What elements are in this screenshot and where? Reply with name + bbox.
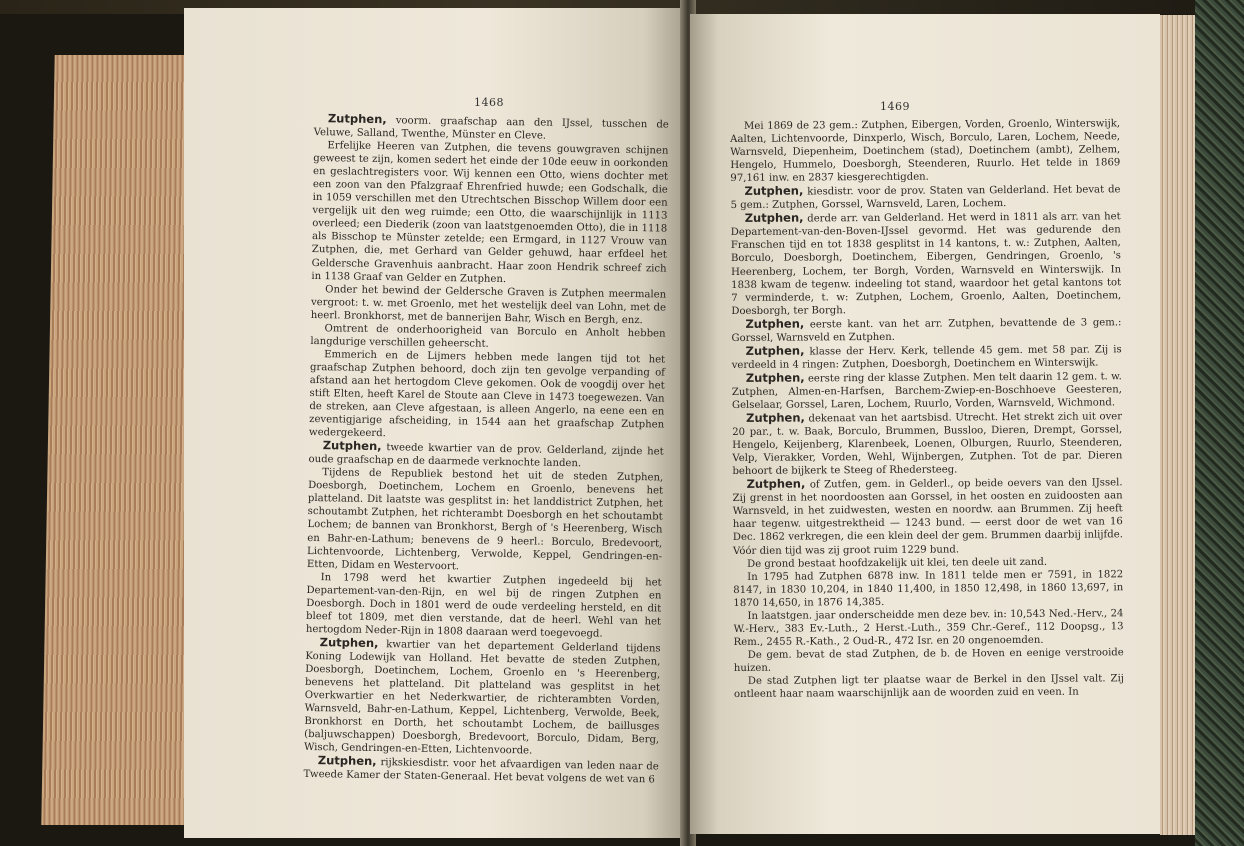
paragraph-text: derde arr. van Gelderland. Het werd in 1811 als arr. van het Departement-van-den-Boven-IJssel gevormd. Het was gedurende den Franschen tijd en tot 1838 gesplitst in 14 kantons, t. w.: Zutphen, Aalten, Borculo, Doesborgh, Doetinchem, Eibergen, Gendringen, Groenlo, 's Heerenberg, Lochem, ter Borgh, Vorden, Warnsveld en Winterswijk. In 1838 kwam de tegenw. indeeling tot stand, waardoor het getal kantons tot 7 verminderde, t. w: Zutphen, Lochem, Groenlo, Aalten, Doetinchem, Doesborgh, ter Borgh. <box>730 211 1122 317</box>
paragraph-text: Emmerich en de Lijmers hebben mede langen tijd tot het graafschap Zutphen behoord, doch zijn ten gevolge verpanding of afstand aan het hertogdom Cleve gekomen. Ook de voogdij over het stift Elten, heeft Karel de Stoute aan Cleve in 1473 toegewezen. Van de streken, aan Cleve afgestaan, is alleen Angerlo, na eene een en zeventigjarige afscheiding, in 1544 aan het graafschap Zutphen wedergekeerd. <box>308 349 666 440</box>
entry-paragraph <box>732 342 1122 372</box>
page-edges-left <box>41 55 204 825</box>
paragraph-text: Omtrent de onderhoorigheid van Borculo en Anholt hebben langdurige verschillen geheerscht. <box>310 322 666 350</box>
paragraph-text: kwartier van het departement Gelderland tijdens Koning Lodewijk van Holland. Het bevatte de steden Zutphen, Doesborgh, Doetinchem, Lochem, Groenlo en 's Heerenberg, benevens het platteland. Dit platteland was gesplitst in het Overkwartier en het Nederkwartier, de richterambten Vorden, Warnsveld, Bahr-en-Lathum, Keppel, Lichtenberg, Verwolde, Beek, Bronkhorst en Dorth, het schoutambt Lochem, de baillusges (baljuwschappen) Doesborgh, Bredevoort, Borculo, Didam, Berg, Wisch, Gendringen-en-Etten, Lichtenvoorde. <box>303 638 661 757</box>
paragraph-text: Erfelijke Heeren van Zutphen, die tevens gouwgraven schijnen geweest te zijn, komen sedert het einde der 10de eeuw in oorkonden en geslachtregisters voor. Wij kennen een Otto, wiens dochter met een zoon van den Pfalzgraaf Ehrenfried huwde; een Godschalk, die in 1059 verschillen met den Utrechtschen Bisschop Willem door een vergelijk uit den weg ruimde; een Otto, die waarschijnlijk in 1113 overleed; een Diederik (zoon van laatstgenoemden Otto), die in 1118 als Bisschop te Münster zetelde; een Ermgard, in 1127 Vrouw van Zutphen, die, met Gerhard van Gelder gehuwd, haar erfdeel het Geldersche Gravenhuis aanbracht. Haar zoon Hendrik schreef zich in 1138 Graaf van Gelder en Zutphen. <box>311 140 669 285</box>
paragraph-text: De grond bestaat hoofdzakelijk uit klei, ten deele uit zand. <box>747 556 1048 570</box>
paragraph-text: dekenaat van het aartsbisd. Utrecht. Het strekt zich uit over 20 par., t. w. Baak, Borculo, Brummen, Bussloo, Dieren, Drempt, Gorssel, Hengelo, Keijenberg, Klarenbeek, Loenen, Olburgen, Ruurlo, Steenderen, Velp, Vierakker, Vorden, Wehl, Wijnbergen, Zutphen. Tot de par. Dieren behoort de bijkerk te Steeg of Rhedersteeg. <box>732 411 1123 478</box>
entry-headword: Zutphen, <box>327 111 387 127</box>
entry-paragraph <box>731 315 1121 345</box>
text-paragraph <box>734 672 1124 701</box>
entry-headword: Zutphen, <box>317 753 377 769</box>
text-paragraph <box>311 283 667 328</box>
entry-paragraph <box>730 183 1120 213</box>
text-paragraph <box>311 139 668 288</box>
entry-paragraph <box>732 369 1122 412</box>
entry-headword: Zutphen, <box>744 210 804 226</box>
text-paragraph <box>734 646 1124 675</box>
paragraph-text: De stad Zutphen ligt ter plaatse waar de Berkel in den IJssel valt. Zij ontleent haar naam waarschijnlijk aan de woorden zuid en veen. In <box>733 673 1124 701</box>
paragraph-text: In 1795 had Zutphen 6878 inw. In 1811 telde men er 7591, in 1822 8147, in 1830 10,204, in 1840 11,400, in 1850 12,498, in 1860 13,697, in 1870 14,650, in 1876 14,385. <box>733 568 1124 609</box>
paragraph-text: eerste kant. van het arr. Zutphen, bevattende de 3 gem.: Gorssel, Warnsveld en Zutphen. <box>731 316 1122 344</box>
left-page <box>184 8 684 838</box>
entry-paragraph <box>731 210 1122 318</box>
entry-headword: Zutphen, <box>746 476 806 492</box>
text-paragraph <box>309 348 665 445</box>
text-paragraph <box>306 571 662 642</box>
entry-headword: Zutphen, <box>322 438 382 454</box>
entry-headword: Zutphen, <box>744 183 804 199</box>
entry-paragraph <box>304 636 661 760</box>
entry-headword: Zutphen, <box>745 343 805 358</box>
paragraph-text: Mei 1869 de 23 gem.: Zutphen, Eibergen, Vorden, Groenlo, Winterswijk, Aalten, Lichtenvoorde, Dinxperlo, Wisch, Borculo, Laren, Lochem, Neede, Warnsveld, Diepenheim, Doetinchem (stad), Doetinchem (ambt), Zelhem, Hengelo, Hummelo, Doesborgh, Steenderen, Ruurlo. Het telde in 1869 97,161 inw. en 2837 kiesgerechtigden. <box>730 118 1121 185</box>
paragraph-text: Onder het bewind der Geldersche Graven is Zutphen meermalen vergroot: t. w. met Groenlo, met het westelijk deel van Lohn, met de heerl. Bronkhorst, met de bannerijen Bahr, Wisch en Bergh, enz. <box>310 283 667 326</box>
left-page-text <box>303 112 668 787</box>
paragraph-text: eerste ring der klasse Zutphen. Men telt daarin 12 gem. t. w. Zutphen, Almen-en-Harfsen, Barchem-Zwiep-en-Boschhoeve Geesteren, Gelselaar, Gorssel, Laren, Lochem, Ruurlo, Vorden, Warnsveld, Wichmond. <box>731 371 1122 411</box>
paragraph-text: rijkskiesdistr. voor het afvaardigen van leden naar de Tweede Kamer der Staten-Generaal. Het bevat volgens de wet van 6 <box>303 757 659 786</box>
text-paragraph <box>733 607 1123 649</box>
paragraph-text: voorm. graafschap aan den IJssel, tusschen de Veluwe, Salland, Twenthe, Münster en Cleve. <box>313 115 669 142</box>
entry-headword: Zutphen, <box>745 370 805 385</box>
paragraph-text: kiesdistr. voor de prov. Staten van Gelderland. Het bevat de 5 gem.: Zutphen, Gorssel, Warnsveld, Laren, Lochem. <box>730 184 1121 212</box>
paragraph-text: Tijdens de Republiek bestond het uit de steden Zutphen, Doesborgh, Doetinchem, Lochem en Groenlo, benevens het platteland. Dit laatste was gesplitst in: het landdistrict Zutphen, het schoutambt Zutphen, het richterambt Doesborgh en het schoutambt Lochem; de bannen van Bronkhorst, Bergh of 's Heerenberg, Wisch en Bahr-en-Lathum; benevens de 9 heerl.: Borculo, Bredevoort, Lichtenvoorde, Lichtenberg, Verwolde, Keppel, Gendringen-en-Etten, Didam en Westervoort. <box>306 467 664 572</box>
paragraph-text: In 1798 werd het kwartier Zutphen ingedeeld bij het Departement-van-den-Rijn, en wel bij de ringen Zutphen en Doesborgh. Doch in 1801 werd de oude verdeeling hersteld, en dit bleef tot 1809, met dien verstande, dat de heerl. Wehl van het hertogdom Neder-Rijn in 1808 daaraan werd toegevoegd. <box>305 571 662 640</box>
page-number-right: 1469 <box>880 100 910 113</box>
paragraph-text: of Zutfen, gem. in Gelderl., op beide oevers van den IJssel. Zij grenst in het noordoosten aan Gorssel, in het oosten en zuidoosten aan Warnsveld, in het zuidwesten, westen en noordw. aan Brummen. Zij heeft haar tegenw. uitgestrektheid — 1243 bund. — eerst door de wet van 16 Dec. 1862 verkregen, die een klein deel der gem. Brummen daarbij inlijfde. Vóór dien tijd was zij groot ruim 1229 bund. <box>732 477 1123 557</box>
text-paragraph <box>730 117 1120 185</box>
entry-headword: Zutphen, <box>319 635 379 650</box>
entry-paragraph <box>303 754 658 787</box>
book-cover-right <box>1195 0 1244 846</box>
entry-headword: Zutphen, <box>745 316 805 331</box>
page-edges-right <box>1160 15 1198 835</box>
entry-headword: Zutphen, <box>746 410 805 425</box>
right-page <box>690 14 1160 834</box>
paragraph-text: De gem. bevat de stad Zutphen, de b. de Hoven en eenige verstrooide huizen. <box>733 647 1124 674</box>
page-number-left: 1468 <box>474 96 504 109</box>
paragraph-text: klasse der Herv. Kerk, tellende 45 gem. met 58 par. Zij is verdeeld in 4 ringen: Zutphen, Doesborgh, Doetinchem en Winterswijk. <box>731 344 1122 371</box>
text-paragraph <box>733 568 1123 610</box>
entry-paragraph <box>732 409 1122 478</box>
paragraph-text: tweede kwartier van de prov. Gelderland, zijnde het oude graafschap en de daarmede verknochte landen. <box>308 442 664 470</box>
text-paragraph <box>307 466 664 576</box>
entry-paragraph <box>733 476 1124 558</box>
paragraph-text: In laatstgen. jaar onderscheidde men deze bev. in: 10,543 Ned.-Herv., 24 W.-Herv., 383 Ev.-Luth., 2 Herst.-Luth., 359 Chr.-Geref., 112 Doopsg., 13 Rem., 2455 R.-Kath., 2 Oud-R., 472 Isr. en 20 ongenoemden. <box>733 607 1124 648</box>
right-page-text <box>730 117 1124 701</box>
